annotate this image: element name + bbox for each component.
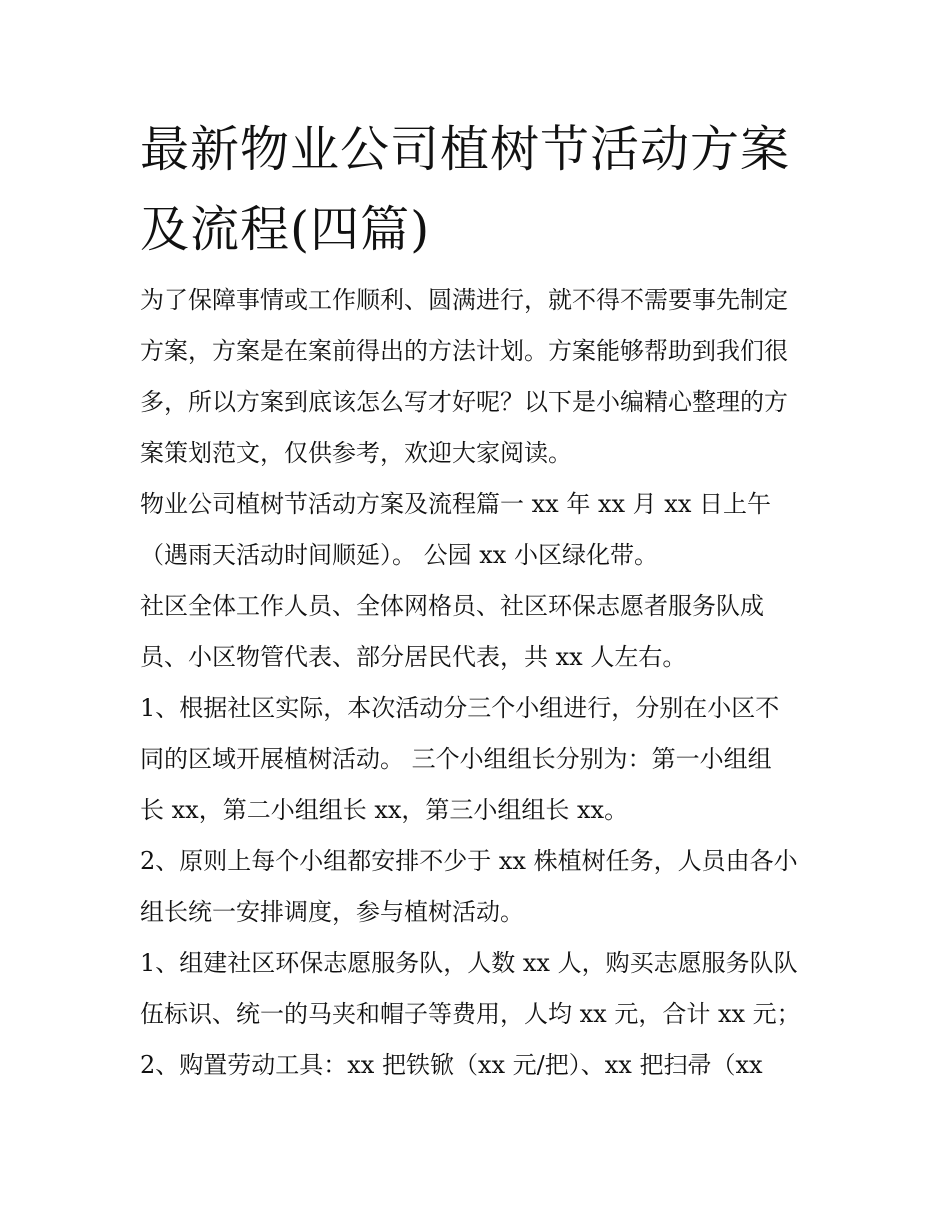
body-line: 物业公司植树节活动方案及流程篇一 xx 年 xx 月 xx 日上午 (140, 490, 771, 518)
body-line: 1、根据社区实际，本次活动分三个小组进行，分别在小区不 (140, 694, 780, 722)
title-line: 最新物业公司植树节活动方案 (140, 121, 791, 178)
body-line: 2、原则上每个小组都安排不少于 xx 株植树任务，人员由各小 (140, 847, 798, 875)
title-line: 及流程(四篇) (140, 201, 431, 258)
body-line: 多，所以方案到底该怎么写才好呢？以下是小编精心整理的方 (140, 388, 788, 416)
body-line: 1、组建社区环保志愿服务队，人数 xx 人，购买志愿服务队队 (140, 949, 798, 977)
body-line: 方案，方案是在案前得出的方法计划。方案能够帮助到我们很 (140, 337, 788, 365)
body-line: 组长统一安排调度，参与植树活动。 (140, 898, 524, 926)
body-line: 长 xx，第二小组组长 xx，第三小组组长 xx。 (140, 796, 629, 824)
body-line: 2、购置劳动工具：xx 把铁锨（xx 元/把）、xx 把扫帚（xx (140, 1051, 763, 1079)
body-line: 同的区域开展植树活动。 三个小组组长分别为：第一小组组 (140, 745, 772, 773)
body-line: 为了保障事情或工作顺利、圆满进行，就不得不需要事先制定 (140, 286, 788, 314)
body-line: 伍标识、统一的马夹和帽子等费用，人均 xx 元，合计 xx 元； (140, 1000, 801, 1028)
body-line: 员、小区物管代表、部分居民代表，共 xx 人左右。 (140, 643, 687, 671)
document-body (140, 275, 840, 1091)
document-title (140, 110, 840, 270)
body-line: （遇雨天活动时间顺延）。 公园 xx 小区绿化带。 (140, 541, 658, 569)
body-line: 社区全体工作人员、全体网格员、社区环保志愿者服务队成 (140, 592, 764, 620)
body-line: 案策划范文，仅供参考，欢迎大家阅读。 (140, 439, 572, 467)
